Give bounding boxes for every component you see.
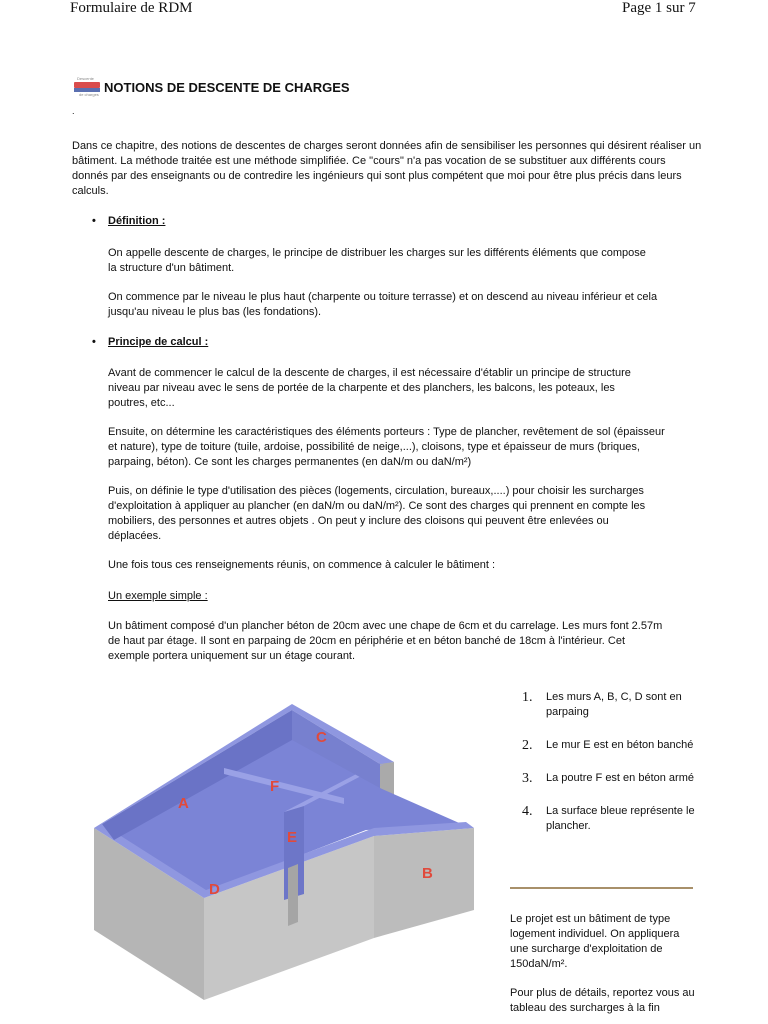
right-lower-wall <box>374 828 474 938</box>
wall-label-b: B <box>422 865 433 882</box>
principe-paragraph-1: Avant de commencer le calcul de la descente de charges, il est nécessaire d'établir un principe de structure niveau par niveau avec le sens de portée de la charpente et des planchers, les balcons, les poteaux, les poutres, etc... <box>108 367 631 409</box>
list-text: Le mur E est en béton banché <box>546 739 694 751</box>
list-item <box>522 771 702 786</box>
list-item <box>522 804 702 834</box>
list-text: La surface bleue représente le plancher. <box>546 805 695 832</box>
visible-pillar <box>288 864 298 926</box>
intro-paragraph: Dans ce chapitre, des notions de descentes de charges seront données afin de sensibiliser les personnes qui désirent réaliser un bâtiment. La méthode traitée est une méthode simplifiée. Ce "cours" n'a pas vocation de se substituer aux différents cours donnés par des enseignants ou de contredire les ingénieurs qui sont plus compétent que moi pour être plus précis dans leurs calculs. <box>72 140 702 197</box>
legend-list <box>522 690 702 852</box>
wall-label-c: C <box>316 729 327 746</box>
list-item <box>522 738 702 753</box>
list-text: La poutre F est en béton armé <box>546 772 694 784</box>
principe-paragraph-3: Puis, on définie le type d'utilisation des pièces (logements, circulation, bureaux,....) pour choisir les surcharges d'exploitation à appliquer au plancher (en daN/m ou daN/m²). Ce sont des charges qui prennent en compte les mobiliers, des personnes et autres objets . On peut y inclure des cloisons qui peuvent être enlevées ou déplacées. <box>108 485 646 542</box>
icon-caption-bottom: de charges <box>79 92 99 97</box>
principe-paragraph-2: Ensuite, on détermine les caractéristiques des éléments porteurs : Type de plancher, revêtement de sol (épaisseur et nature), type de toiture (tuile, ardoise, possibilité de neige,...), cloisons, type et épaisseur de murs (briques, parpaing, béton). Ce sont les charges permanentes (en daN/m ou daN/m²) <box>108 426 665 468</box>
principe-paragraph-4: Une fois tous ces renseignements réunis, on commence à calculer le bâtiment : <box>108 559 496 571</box>
definition-heading: • Définition : <box>108 215 165 227</box>
list-text: Les murs A, B, C, D sont en parpaing <box>546 691 682 718</box>
stray-dot: . <box>72 106 75 116</box>
building-3d-figure <box>94 700 494 1018</box>
list-item <box>522 690 702 720</box>
document-header-title: Formulaire de RDM <box>70 0 193 16</box>
wall-label-a: A <box>178 795 189 812</box>
list-number: 2. <box>522 738 533 753</box>
definition-paragraph-1: On appelle descente de charges, le principe de distribuer les charges sur les différents éléments que compose la structure d'un bâtiment. <box>108 247 646 274</box>
section-divider <box>510 887 693 889</box>
list-number: 1. <box>522 690 533 705</box>
icon-caption-top: Descente <box>77 76 94 81</box>
page-number: Page 1 sur 7 <box>622 0 696 16</box>
example-heading: Un exemple simple : <box>108 590 208 602</box>
descente-de-charges-icon <box>72 76 102 98</box>
beam-label-f: F <box>270 778 280 795</box>
definition-paragraph-2: On commence par le niveau le plus haut (charpente ou toiture terrasse) et on descend au niveau inférieur et cela jusqu'au niveau le plus bas (les fondations). <box>108 291 658 318</box>
side-paragraph-2: Pour plus de détails, reportez vous au tableau des surcharges à la fin <box>510 987 695 1014</box>
section-title <box>72 76 350 98</box>
wall-label-e: E <box>287 829 298 846</box>
list-number: 3. <box>522 771 533 786</box>
page-title: NOTIONS DE DESCENTE DE CHARGES <box>104 79 350 95</box>
wall-label-d: D <box>209 881 220 898</box>
principe-heading: • Principe de calcul : <box>108 336 208 348</box>
list-number: 4. <box>522 804 533 819</box>
example-paragraph: Un bâtiment composé d'un plancher béton de 20cm avec une chape de 6cm et du carrelage. Les murs font 2.57m de haut par étage. Il sont en parpaing de 20cm en périphérie et en béton banché de 18cm à l'intérieur. Cet exemple portera uniquement sur un étage courant. <box>108 620 663 662</box>
side-paragraph-1: Le projet est un bâtiment de type logement individuel. On appliquera une surcharge d'exploitation de 150daN/m². <box>510 913 680 970</box>
